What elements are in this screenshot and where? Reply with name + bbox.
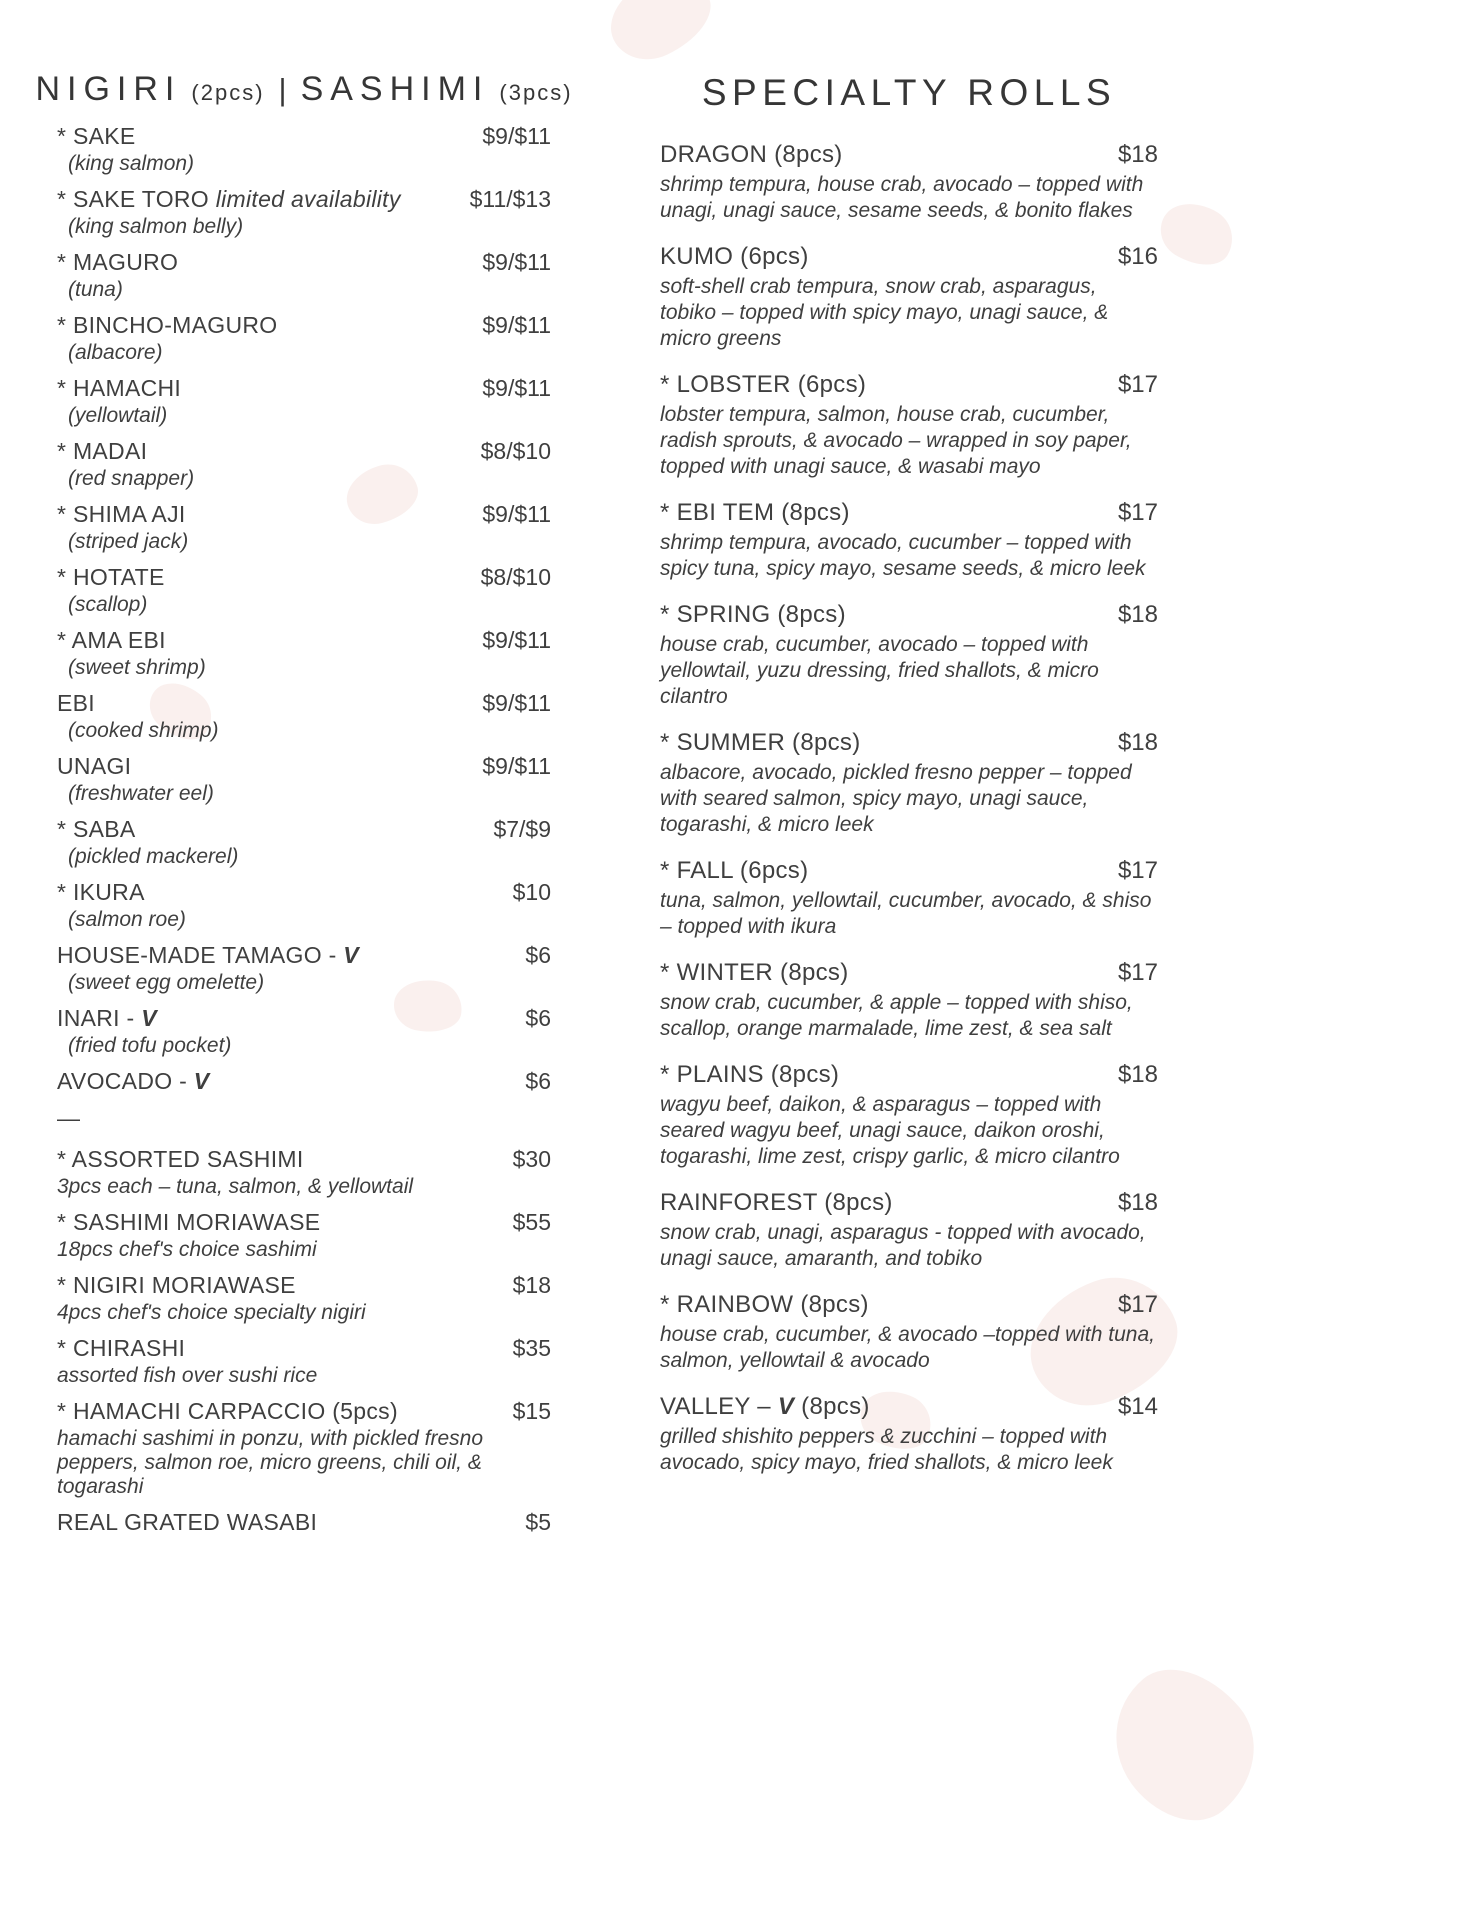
menu-item — [660, 728, 1158, 838]
item-name — [660, 1290, 869, 1319]
item-name — [660, 1392, 870, 1421]
menu-item — [57, 564, 551, 617]
item-desc: (red snapper) — [68, 467, 195, 490]
item-price: $6 — [525, 942, 551, 968]
item-price: $7/$9 — [493, 816, 551, 842]
item-name-part: * LOBSTER (6pcs) — [660, 371, 867, 398]
item-name-part: * HAMACHI CARPACCIO (5pcs) — [57, 1398, 398, 1424]
item-desc: (sweet shrimp) — [68, 656, 206, 679]
menu-item-row — [57, 1398, 551, 1425]
item-name — [660, 1188, 893, 1217]
item-name — [57, 879, 145, 906]
menu-item — [660, 498, 1158, 582]
menu-item-row — [57, 501, 551, 528]
item-name — [57, 312, 277, 339]
item-desc: snow crab, cucumber, & apple – topped with shiso, scallop, orange marmalade, lime zest, & sea salt — [660, 991, 1133, 1040]
menu-item-row — [57, 627, 551, 654]
menu-item-row — [57, 123, 551, 150]
item-name-part: INARI - — [57, 1005, 142, 1031]
item-name — [57, 1068, 209, 1095]
item-name — [57, 1209, 320, 1236]
item-desc: albacore, avocado, pickled fresno pepper – topped with seared salmon, spicy mayo, unagi sauce, togarashi, & micro leek — [660, 761, 1132, 836]
item-name-part: * NIGIRI MORIAWASE — [57, 1272, 296, 1298]
item-name-part: * HAMACHI — [57, 375, 182, 401]
item-name — [57, 186, 401, 213]
menu-item-row — [57, 1209, 551, 1236]
item-name — [660, 600, 846, 629]
menu-item — [660, 1290, 1158, 1374]
menu-item-row — [660, 600, 1158, 629]
menu-item-row — [57, 942, 551, 969]
item-name-part: * SAKE TORO — [57, 186, 216, 212]
specialty-rolls-item-list — [660, 140, 1158, 1476]
item-price: $9/$11 — [482, 501, 551, 527]
item-desc: assorted fish over sushi rice — [57, 1364, 318, 1387]
item-name — [57, 1335, 185, 1362]
petal-icon — [1085, 1643, 1284, 1844]
menu-item-row — [57, 375, 551, 402]
menu-item — [57, 375, 551, 428]
item-name — [57, 249, 178, 276]
item-name-part: * MADAI — [57, 438, 148, 464]
item-price: $35 — [512, 1335, 551, 1361]
item-name-part: EBI — [57, 690, 95, 716]
item-desc: (yellowtail) — [68, 404, 168, 427]
menu-item — [660, 600, 1158, 710]
item-price: $9/$11 — [482, 753, 551, 779]
menu-item — [57, 1068, 551, 1095]
menu-item — [57, 1398, 551, 1499]
menu-item — [57, 312, 551, 365]
nigiri-sashimi-title — [35, 70, 573, 109]
item-name — [57, 627, 166, 654]
menu-item-row — [57, 816, 551, 843]
menu-item-row — [57, 1272, 551, 1299]
item-price: $18 — [1117, 141, 1158, 168]
menu-item-row — [57, 1068, 551, 1095]
menu-item-row — [660, 498, 1158, 527]
item-price: $15 — [512, 1398, 551, 1424]
menu-item — [660, 1188, 1158, 1272]
menu-item-row — [57, 1335, 551, 1362]
item-name — [57, 438, 147, 465]
item-name-part: * PLAINS (8pcs) — [660, 1061, 840, 1088]
menu-item — [660, 1392, 1158, 1476]
item-price: $14 — [1117, 1393, 1158, 1420]
item-name-part: RAINFOREST (8pcs) — [660, 1189, 893, 1216]
item-desc: 4pcs chef's choice specialty nigiri — [57, 1301, 366, 1324]
item-name-part: * RAINBOW (8pcs) — [660, 1291, 869, 1318]
menu-item-row — [660, 728, 1158, 757]
menu-item — [57, 249, 551, 302]
nigiri-sashimi-item-list — [57, 123, 551, 1536]
item-name — [57, 375, 181, 402]
menu-item-row — [57, 1005, 551, 1032]
item-price: $8/$10 — [480, 564, 551, 590]
item-name — [57, 1398, 398, 1425]
menu-item — [57, 627, 551, 680]
item-name-part: * WINTER (8pcs) — [660, 959, 849, 986]
item-name — [660, 856, 808, 885]
item-price: $8/$10 — [480, 438, 551, 464]
item-desc: (salmon roe) — [68, 908, 186, 931]
item-desc: soft-shell crab tempura, snow crab, asparagus, tobiko – topped with spicy mayo, unagi sauce, & micro greens — [660, 275, 1109, 350]
menu-item-row — [660, 1392, 1158, 1421]
petal-icon — [597, 0, 723, 72]
item-price: $9/$11 — [482, 123, 551, 149]
item-name-part: * SPRING (8pcs) — [660, 601, 846, 628]
item-price: $18 — [512, 1272, 551, 1298]
item-desc: grilled shishito peppers & zucchini – topped with avocado, spicy mayo, fried shallots, & micro leek — [660, 1425, 1113, 1474]
menu-item — [660, 242, 1158, 352]
item-desc: house crab, cucumber, & avocado –topped with tuna, salmon, yellowtail & avocado — [660, 1323, 1155, 1372]
item-desc: wagyu beef, daikon, & asparagus – topped with seared wagyu beef, unagi sauce, daikon oroshi, togarashi, lime zest, crispy garlic, & micro cilantro — [660, 1093, 1120, 1168]
item-name — [660, 958, 849, 987]
item-price: $11/$13 — [469, 186, 551, 212]
item-desc: 3pcs each – tuna, salmon, & yellowtail — [57, 1175, 414, 1198]
menu-item-row — [57, 1146, 551, 1173]
item-desc: (sweet egg omelette) — [68, 971, 265, 994]
title-separator: | — [278, 72, 287, 107]
menu-item — [57, 1509, 551, 1536]
menu-item-row — [660, 1188, 1158, 1217]
item-desc: (tuna) — [68, 278, 123, 301]
item-name-part: REAL GRATED WASABI — [57, 1509, 318, 1535]
item-price: $55 — [512, 1209, 551, 1235]
item-desc: (scallop) — [68, 593, 148, 616]
menu-item — [57, 753, 551, 806]
menu-item-row — [57, 249, 551, 276]
item-price: $17 — [1117, 371, 1158, 398]
item-name — [660, 242, 809, 271]
item-price: $17 — [1117, 499, 1158, 526]
item-name-part: * FALL (6pcs) — [660, 857, 809, 884]
item-name-part: * EBI TEM (8pcs) — [660, 499, 850, 526]
menu-item-row — [660, 370, 1158, 399]
item-price: $30 — [512, 1146, 551, 1172]
item-price: $16 — [1117, 243, 1158, 270]
item-desc: 18pcs chef's choice sashimi — [57, 1238, 317, 1261]
item-desc: (striped jack) — [68, 530, 189, 553]
title-sub-2pcs: (2pcs) — [191, 80, 265, 105]
item-price: $9/$11 — [482, 627, 551, 653]
item-name-part: V — [343, 942, 359, 968]
item-name-part: V — [777, 1393, 795, 1420]
menu-item — [57, 1146, 551, 1199]
item-name-part: * MAGURO — [57, 249, 179, 275]
item-name-part: * SABA — [57, 816, 136, 842]
item-name-part: * CHIRASHI — [57, 1335, 186, 1361]
menu-item — [57, 942, 551, 995]
item-name — [57, 564, 165, 591]
item-name-part: HOUSE-MADE TAMAGO - — [57, 942, 344, 968]
item-name — [57, 690, 95, 717]
item-name — [660, 1060, 839, 1089]
item-name-part: limited availability — [215, 186, 401, 212]
menu-item-row — [57, 438, 551, 465]
menu-item — [57, 816, 551, 869]
item-desc: house crab, cucumber, avocado – topped with yellowtail, yuzu dressing, fried shallots, & micro cilantro — [660, 633, 1099, 708]
title-word-sashimi: SASHIMI — [300, 70, 490, 108]
item-name-part: * ASSORTED SASHIMI — [57, 1146, 304, 1172]
item-desc: (albacore) — [68, 341, 163, 364]
menu-item — [57, 438, 551, 491]
menu-item — [57, 123, 551, 176]
menu-item — [57, 690, 551, 743]
petal-icon — [1150, 190, 1243, 277]
item-price: $9/$11 — [482, 249, 551, 275]
specialty-rolls-title: SPECIALTY ROLLS — [701, 72, 1117, 113]
menu-item-row — [660, 958, 1158, 987]
menu-item-row — [57, 1105, 551, 1132]
menu-item-row — [660, 1290, 1158, 1319]
item-price: $6 — [525, 1068, 551, 1094]
item-price: $9/$11 — [482, 312, 551, 338]
item-name-part: * BINCHO-MAGURO — [57, 312, 278, 338]
item-name — [57, 816, 136, 843]
item-name — [57, 1105, 80, 1132]
menu-item — [57, 1209, 551, 1262]
item-price: $18 — [1117, 601, 1158, 628]
title-sub-3pcs: (3pcs) — [499, 80, 573, 105]
item-price: $17 — [1117, 959, 1158, 986]
menu-item-row — [57, 879, 551, 906]
item-desc: tuna, salmon, yellowtail, cucumber, avocado, & shiso – topped with ikura — [660, 889, 1152, 938]
item-desc: (freshwater eel) — [68, 782, 214, 805]
menu-item — [660, 958, 1158, 1042]
item-desc: (fried tofu pocket) — [68, 1034, 232, 1057]
item-name-part: KUMO (6pcs) — [660, 243, 809, 270]
item-name — [57, 501, 186, 528]
specialty-rolls-section — [660, 70, 1158, 1494]
menu-item-row — [57, 312, 551, 339]
item-name-part: (8pcs) — [794, 1393, 870, 1420]
item-name — [57, 1509, 317, 1536]
menu-item-row — [660, 242, 1158, 271]
item-name-part: — — [57, 1105, 81, 1131]
menu-item — [57, 1005, 551, 1058]
item-price: $18 — [1117, 729, 1158, 756]
item-price: $18 — [1117, 1189, 1158, 1216]
title-word-nigiri: NIGIRI — [35, 70, 182, 108]
item-desc: lobster tempura, salmon, house crab, cucumber, radish sprouts, & avocado – wrapped in soy paper, topped with unagi sauce, & wasabi mayo — [660, 403, 1132, 478]
item-name-part: * SAKE — [57, 123, 136, 149]
item-price: $17 — [1117, 857, 1158, 884]
item-name-part: V — [141, 1005, 157, 1031]
item-name — [57, 1146, 304, 1173]
item-name-part: DRAGON (8pcs) — [660, 141, 843, 168]
item-desc: (king salmon belly) — [68, 215, 244, 238]
item-name-part: * SUMMER (8pcs) — [660, 729, 861, 756]
item-name — [660, 728, 861, 757]
item-name-part: AVOCADO - — [57, 1068, 194, 1094]
item-name-part: UNAGI — [57, 753, 132, 779]
item-name — [57, 1272, 296, 1299]
item-price: $17 — [1117, 1291, 1158, 1318]
item-name — [57, 1005, 157, 1032]
item-price: $9/$11 — [482, 690, 551, 716]
menu-item — [660, 370, 1158, 480]
item-price: $5 — [525, 1509, 551, 1535]
menu-item — [57, 879, 551, 932]
item-desc: shrimp tempura, house crab, avocado – topped with unagi, unagi sauce, sesame seeds, & bonito flakes — [660, 173, 1144, 222]
item-price: $6 — [525, 1005, 551, 1031]
menu-item-row — [660, 140, 1158, 169]
item-price: $9/$11 — [482, 375, 551, 401]
item-desc: (king salmon) — [68, 152, 195, 175]
menu-item-row — [57, 186, 551, 213]
menu-item-row — [660, 1060, 1158, 1089]
item-name — [57, 753, 131, 780]
menu-item-row — [57, 690, 551, 717]
item-name — [57, 123, 136, 150]
menu-item — [660, 856, 1158, 940]
item-name — [660, 498, 850, 527]
item-desc: (cooked shrimp) — [68, 719, 219, 742]
item-desc: (pickled mackerel) — [68, 845, 239, 868]
item-desc: snow crab, unagi, asparagus - topped with avocado, unagi sauce, amaranth, and tobiko — [660, 1221, 1146, 1270]
item-name-part: V — [193, 1068, 210, 1094]
item-name-part: * HOTATE — [57, 564, 165, 590]
menu-item — [57, 1335, 551, 1388]
menu-item — [660, 140, 1158, 224]
item-name — [57, 942, 359, 969]
item-name-part: * IKURA — [57, 879, 145, 905]
item-name-part: VALLEY – — [660, 1393, 778, 1420]
menu-item — [660, 1060, 1158, 1170]
menu-item-row — [57, 753, 551, 780]
item-price: $18 — [1117, 1061, 1158, 1088]
nigiri-sashimi-section — [35, 70, 573, 1546]
menu-item — [57, 186, 551, 239]
menu-item — [57, 501, 551, 554]
menu-item-row — [57, 564, 551, 591]
item-desc: shrimp tempura, avocado, cucumber – topped with spicy tuna, spicy mayo, sesame seeds, & micro leek — [660, 531, 1146, 580]
menu-item-row — [57, 1509, 551, 1536]
menu-item — [57, 1272, 551, 1325]
menu-item-row — [660, 856, 1158, 885]
menu-item — [57, 1105, 551, 1132]
item-name-part: * AMA EBI — [57, 627, 166, 653]
item-name — [660, 370, 866, 399]
item-desc: hamachi sashimi in ponzu, with pickled fresno peppers, salmon roe, micro greens, chili oil, & togarashi — [57, 1427, 484, 1498]
item-name-part: * SASHIMI MORIAWASE — [57, 1209, 321, 1235]
item-name-part: * SHIMA AJI — [57, 501, 186, 527]
item-name — [660, 140, 843, 169]
item-price: $10 — [512, 879, 551, 905]
